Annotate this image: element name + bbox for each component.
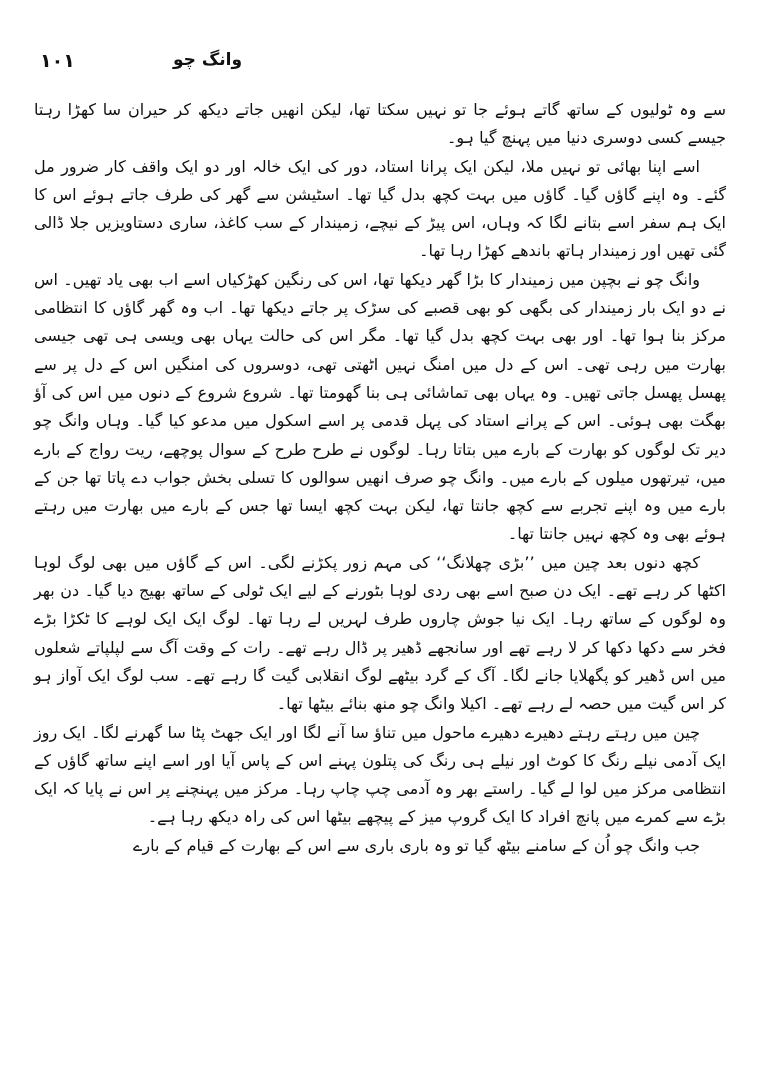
paragraph: سے وہ ٹولیوں کے ساتھ گاتے ہوئے جا تو نہیں سکتا تھا، لیکن انھیں جاتے دیکھ کر حیران سا کھڑا رہتا جیسے کسی دوسری دنیا میں پہنچ گیا ہو۔: [34, 100, 726, 148]
page-header: [40, 50, 340, 80]
paragraph: اسے اپنا بھائی تو نہیں ملا، لیکن ایک پرانا استاد، دور کی ایک خالہ اور دو ایک واقف کار ضرور مل گئے۔ وہ اپنے گاؤں گیا۔ گاؤں میں بہت کچھ بدل گیا تھا۔ اسٹیشن سے گھر کی طرف جاتے ہوئے اس کا ایک ہم سفر اسے بتانے لگا کہ وہاں، اس پیڑ کے نیچے، زمیندار کے سب کاغذ، ساری دستاویزیں جلا ڈالی گئی تھیں اور زمیندار ہاتھ باندھے کھڑا رہا تھا۔: [34, 156, 726, 261]
paragraph: چین میں رہتے رہتے دھیرے دھیرے ماحول میں تناؤ سا آنے لگا اور ایک جھٹ پٹا سا گھرنے لگا۔ ایک روز ایک آدمی نیلے رنگ کا کوٹ اور نیلے ہی رنگ کی پتلون پہنے اس کے پاس آیا اور اسے اپنے ساتھ گاؤں کے انتظامی مرکز میں لوا لے گیا۔ راستے بھر وہ آدمی چپ چاپ رہا۔ مرکز میں پہنچنے پر اس نے پایا کہ ایک بڑے سے کمرے میں پانچ افراد کا ایک گروپ میز کے پیچھے بیٹھا اس کی راہ دیکھ رہا ہے۔: [34, 722, 726, 827]
running-title: وانگ چو: [173, 50, 243, 70]
paragraph: وانگ چو نے بچپن میں زمیندار کا بڑا گھر دیکھا تھا، اس کی رنگین کھڑکیاں اسے اب بھی یاد تھیں۔ اس نے دو ایک بار زمیندار کی بگھی کو بھی قصبے کی سڑک پر جاتے دیکھا تھا۔ اب وہ گھر گاؤں کا انتظامی مرکز بنا ہوا تھا۔ اور بھی بہت کچھ بدل گیا تھا۔ مگر اس کی حالت یہاں بھی ویسی ہی تھی جیسی بھارت میں رہی تھی۔ اس کے دل میں امنگ نہیں اٹھتی تھی، دوسروں کی امنگیں اس کے دل پر سے پھسل پھسل جاتی تھیں۔ وہ یہاں بھی تماشائی ہی بنا گھومتا تھا۔ شروع شروع کے دنوں میں اس کی آؤ بھگت بھی ہوئی۔ اس کے پرانے استاد کی پہل قدمی پر اسے اسکول میں مدعو کیا گیا۔ وہاں وانگ چو دیر تک لوگوں کو بھارت کے بارے میں بتاتا رہا۔ لوگوں نے طرح طرح کے سوال پوچھے، ریت رواج کے بارے میں، تیرتھوں میلوں کے بارے میں۔ وانگ چو صرف انھیں سوالوں کا تسلی بخش جواب دے پاتا تھا جن کے بارے میں وہ اپنے تجربے سے کچھ جانتا تھا، لیکن بہت کچھ ایسا تھا جس کے بارے میں بھارت میں رہتے ہوئے بھی وہ کچھ نہیں جانتا تھا۔: [34, 269, 726, 544]
paragraph: کچھ دنوں بعد چین میں ’’بڑی چھلانگ‘‘ کی مہم زور پکڑنے لگی۔ اس کے گاؤں میں بھی لوگ لوہا اکٹھا کر رہے تھے۔ ایک دن صبح اسے بھی ردی لوہا بٹورنے کے لیے ایک ٹولی کے ساتھ بھیج دیا گیا۔ دن بھر وہ لوگوں کے ساتھ رہا۔ ایک نیا جوش چاروں طرف لہریں لے رہا تھا۔ لوگ ایک ایک لوہے کا ٹکڑا بڑے فخر سے دکھا دکھا کر لا رہے تھے اور سانجھے ڈھیر پر ڈال رہے تھے۔ رات کے وقت آگ سے لپلپاتے شعلوں میں اس ڈھیر کو پگھلایا جانے لگا۔ آگ کے گرد بیٹھے لوگ انقلابی گیت گا رہے تھے۔ سب لوگ ایک آواز ہو کر اس گیت میں حصہ لے رہے تھے۔ اکیلا وانگ چو منھ بنائے بیٹھا تھا۔: [34, 552, 726, 714]
page-number: ۱۰۱: [40, 50, 75, 72]
paragraph: جب وانگ چو اُن کے سامنے بیٹھ گیا تو وہ باری باری سے اس کے بھارت کے قیام کے بارے: [132, 835, 700, 855]
body-text: [34, 96, 726, 860]
